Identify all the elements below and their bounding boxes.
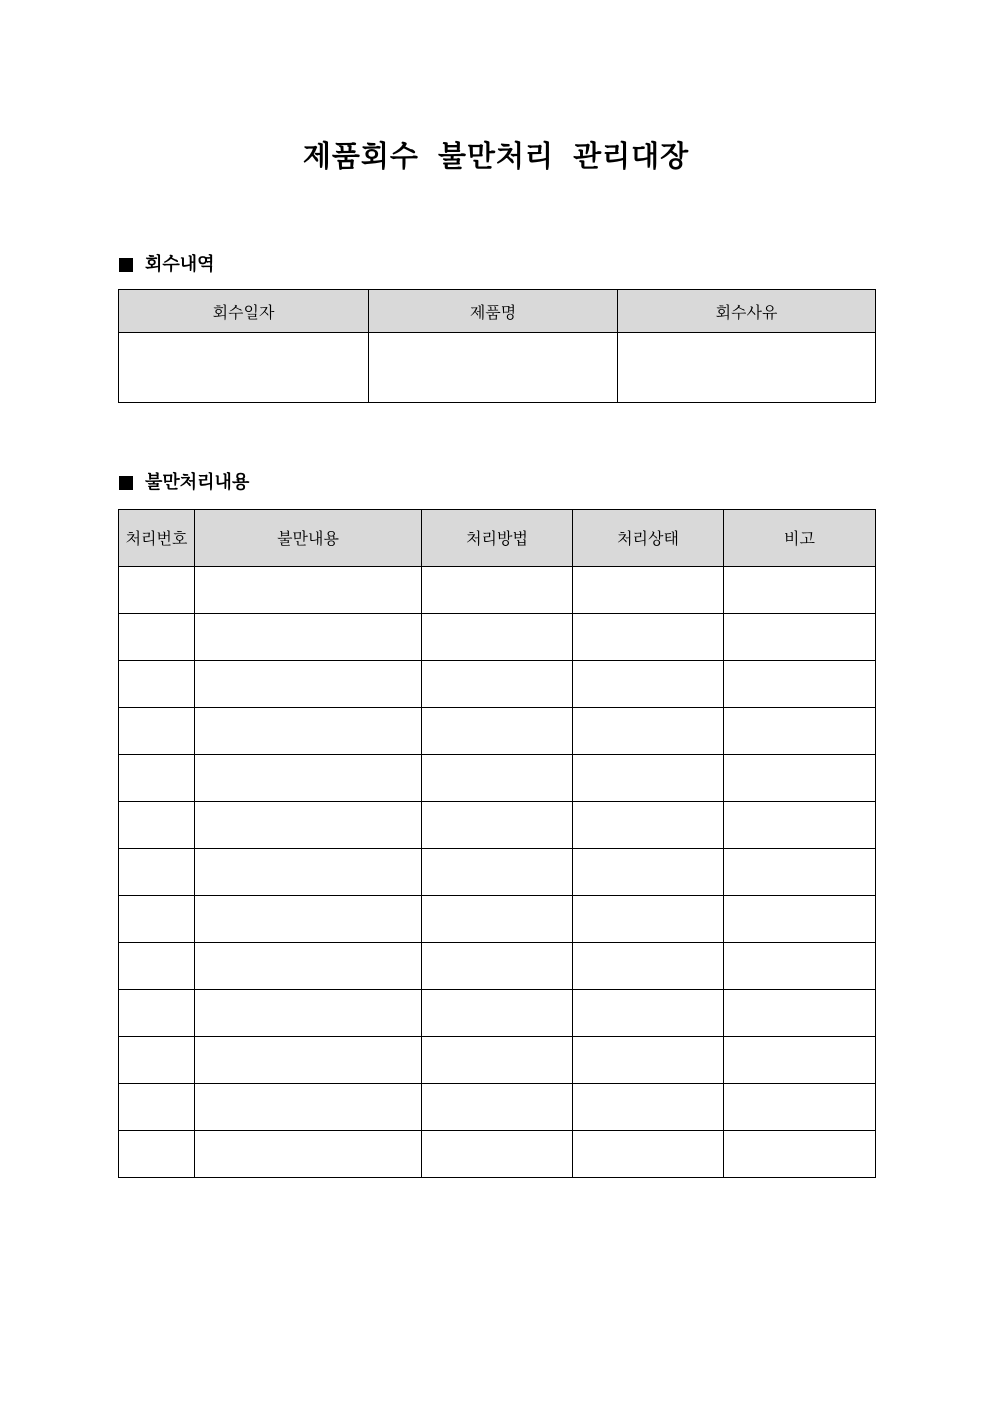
- process-status-cell[interactable]: [573, 896, 724, 943]
- process-method-header: 처리방법: [422, 510, 573, 567]
- process-status-cell[interactable]: [573, 1037, 724, 1084]
- table-row: [119, 990, 876, 1037]
- table-row: [119, 802, 876, 849]
- remarks-cell[interactable]: [724, 896, 876, 943]
- process-status-cell[interactable]: [573, 849, 724, 896]
- process-number-cell[interactable]: [119, 990, 195, 1037]
- process-status-cell[interactable]: [573, 708, 724, 755]
- complaint-content-cell[interactable]: [195, 943, 422, 990]
- complaint-content-cell[interactable]: [195, 614, 422, 661]
- remarks-cell[interactable]: [724, 567, 876, 614]
- remarks-cell[interactable]: [724, 661, 876, 708]
- process-number-cell[interactable]: [119, 1131, 195, 1178]
- recall-date-header: 회수일자: [119, 290, 369, 333]
- process-number-cell[interactable]: [119, 849, 195, 896]
- process-number-cell[interactable]: [119, 943, 195, 990]
- process-status-cell[interactable]: [573, 943, 724, 990]
- recall-date-cell[interactable]: [119, 333, 369, 403]
- remarks-cell[interactable]: [724, 1084, 876, 1131]
- process-number-cell[interactable]: [119, 708, 195, 755]
- remarks-cell[interactable]: [724, 802, 876, 849]
- process-status-cell[interactable]: [573, 661, 724, 708]
- process-method-cell[interactable]: [422, 802, 573, 849]
- process-method-cell[interactable]: [422, 755, 573, 802]
- complaint-content-cell[interactable]: [195, 849, 422, 896]
- recall-table-header-row: [119, 290, 876, 333]
- table-row: [119, 661, 876, 708]
- table-row: [119, 708, 876, 755]
- product-name-cell[interactable]: [369, 333, 618, 403]
- table-row: [119, 1084, 876, 1131]
- remarks-cell[interactable]: [724, 708, 876, 755]
- recall-reason-header: 회수사유: [618, 290, 876, 333]
- process-method-cell[interactable]: [422, 614, 573, 661]
- product-name-header: 제품명: [369, 290, 618, 333]
- process-method-cell[interactable]: [422, 567, 573, 614]
- process-status-cell[interactable]: [573, 567, 724, 614]
- remarks-cell[interactable]: [724, 849, 876, 896]
- black-square-bullet-icon: [119, 476, 133, 490]
- complaint-content-cell[interactable]: [195, 990, 422, 1037]
- table-row: [119, 614, 876, 661]
- process-status-cell[interactable]: [573, 1084, 724, 1131]
- process-number-cell[interactable]: [119, 661, 195, 708]
- process-number-header: 처리번호: [119, 510, 195, 567]
- complaint-content-cell[interactable]: [195, 708, 422, 755]
- process-status-cell[interactable]: [573, 614, 724, 661]
- table-row: [119, 943, 876, 990]
- remarks-cell[interactable]: [724, 1131, 876, 1178]
- process-method-cell[interactable]: [422, 1037, 573, 1084]
- process-method-cell[interactable]: [422, 1084, 573, 1131]
- remarks-header: 비고: [724, 510, 876, 567]
- process-number-cell[interactable]: [119, 614, 195, 661]
- complaint-content-cell[interactable]: [195, 755, 422, 802]
- process-status-cell[interactable]: [573, 755, 724, 802]
- process-status-header: 처리상태: [573, 510, 724, 567]
- complaint-content-cell[interactable]: [195, 1037, 422, 1084]
- complaint-content-cell[interactable]: [195, 896, 422, 943]
- process-method-cell[interactable]: [422, 1131, 573, 1178]
- process-number-cell[interactable]: [119, 802, 195, 849]
- complaint-content-header: 불만내용: [195, 510, 422, 567]
- remarks-cell[interactable]: [724, 943, 876, 990]
- complaint-table-header-row: [119, 510, 876, 567]
- process-method-cell[interactable]: [422, 943, 573, 990]
- process-method-cell[interactable]: [422, 849, 573, 896]
- complaint-section-heading-label: 불만처리내용: [145, 472, 250, 493]
- page-title: 제품회수 불만처리 관리대장: [302, 139, 690, 173]
- complaint-content-cell[interactable]: [195, 802, 422, 849]
- complaint-content-cell[interactable]: [195, 1131, 422, 1178]
- process-method-cell[interactable]: [422, 661, 573, 708]
- table-row: [119, 849, 876, 896]
- process-method-cell[interactable]: [422, 990, 573, 1037]
- process-method-cell[interactable]: [422, 896, 573, 943]
- recall-reason-cell[interactable]: [618, 333, 876, 403]
- process-number-cell[interactable]: [119, 567, 195, 614]
- complaint-table-body: [119, 567, 876, 1178]
- complaint-content-cell[interactable]: [195, 567, 422, 614]
- table-row: [119, 896, 876, 943]
- recall-section-heading-label: 회수내역: [145, 254, 215, 275]
- process-number-cell[interactable]: [119, 1084, 195, 1131]
- table-row: [119, 567, 876, 614]
- recall-section-heading: [119, 253, 215, 277]
- remarks-cell[interactable]: [724, 990, 876, 1037]
- remarks-cell[interactable]: [724, 755, 876, 802]
- table-row: [119, 755, 876, 802]
- table-row: [119, 333, 876, 403]
- process-number-cell[interactable]: [119, 1037, 195, 1084]
- complaint-content-cell[interactable]: [195, 1084, 422, 1131]
- process-method-cell[interactable]: [422, 708, 573, 755]
- process-number-cell[interactable]: [119, 896, 195, 943]
- remarks-cell[interactable]: [724, 1037, 876, 1084]
- process-status-cell[interactable]: [573, 802, 724, 849]
- process-status-cell[interactable]: [573, 990, 724, 1037]
- process-status-cell[interactable]: [573, 1131, 724, 1178]
- complaint-section-heading: [119, 471, 249, 495]
- complaint-content-cell[interactable]: [195, 661, 422, 708]
- table-row: [119, 1037, 876, 1084]
- complaint-table: [118, 509, 876, 1178]
- process-number-cell[interactable]: [119, 755, 195, 802]
- remarks-cell[interactable]: [724, 614, 876, 661]
- black-square-bullet-icon: [119, 258, 133, 272]
- recall-table: [118, 289, 876, 403]
- table-row: [119, 1131, 876, 1178]
